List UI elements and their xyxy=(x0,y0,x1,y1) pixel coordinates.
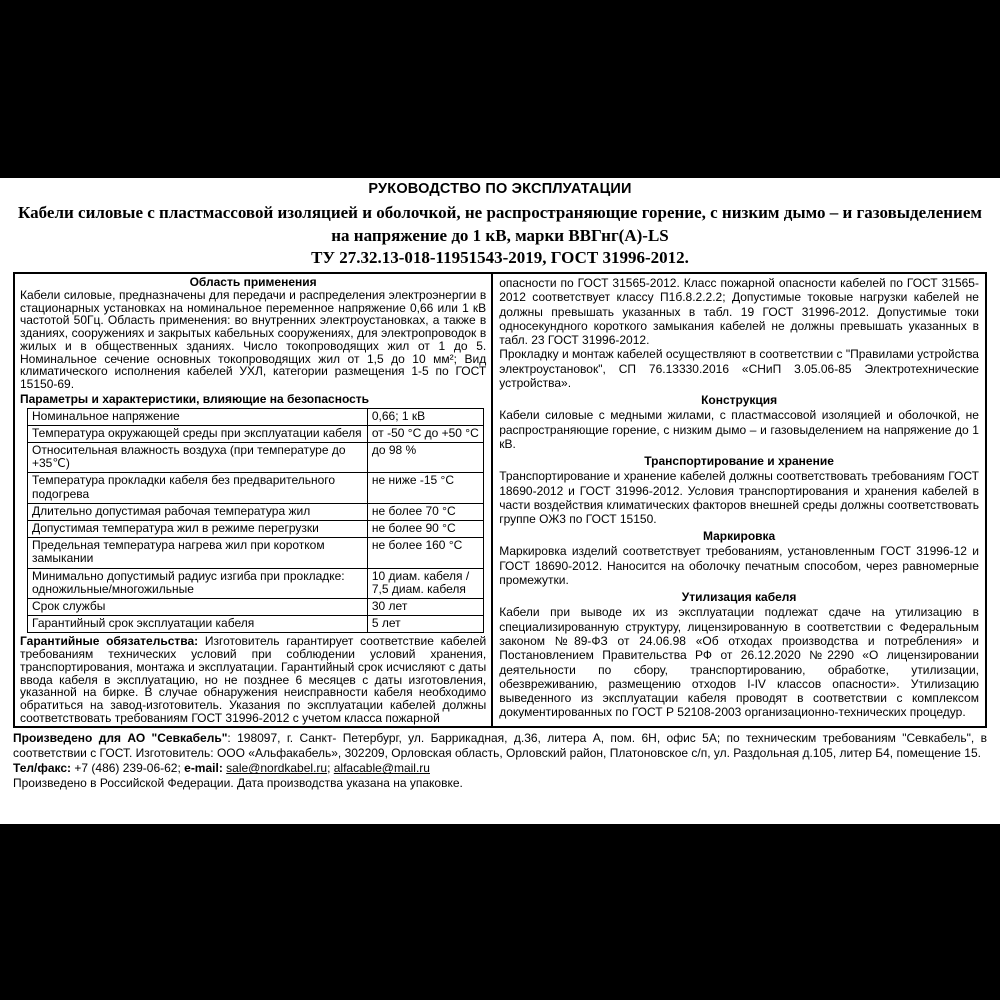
param-name-cell: Температура прокладки кабеля без предварительного подогрева xyxy=(28,473,368,503)
main-box xyxy=(13,272,987,728)
table-row xyxy=(28,568,484,598)
title-area xyxy=(0,181,1000,269)
warranty-label: Гарантийные обязательства: xyxy=(20,634,199,649)
made-in-line: Произведено в Российской Федерации. Дата производства указана на упаковке. xyxy=(13,776,463,791)
param-value-cell: не более 160 °С xyxy=(367,538,483,568)
scope-heading: Область применения xyxy=(189,275,317,289)
phone-value: +7 (486) 239-06-62; xyxy=(71,761,185,776)
installation-paragraph: Прокладку и монтаж кабелей осуществляют в соответствии с "Правилами устройства электроустановок", СП 76.13330.2016 «СНиП 3.05.06-85 Электротехнические устройства». xyxy=(499,347,979,391)
param-name-cell: Длительно допустимая рабочая температура жил xyxy=(28,503,368,520)
disposal-heading: Утилизация кабеля xyxy=(681,590,797,605)
param-name-cell: Гарантийный срок эксплуатации кабеля xyxy=(28,616,368,633)
scope-text: Кабели силовые, предназначены для передачи и распределения электроэнергии в стационарных установках на номинальное переменное напряжение 0,66 или 1 кВ частотой 50Гц. Область применения: во внутренних электроустановках, а также в зданиях, сооружениях и закрытых кабельных сооружениях, для электропроводок в жилых и в общественных зданиях. Число токопроводящих жил от 1 до 5. Номинальное сечение основных токопроводящих жил от 1,5 до 10 мм²; Вид климатического исполнения кабелей УХЛ, категории размещения 1-5 по ГОСТ 15150-69. xyxy=(20,288,487,391)
construction-heading: Конструкция xyxy=(701,393,778,408)
construction-text: Кабели силовые с медными жилами, с пластмассовой изоляцией и оболочкой, не распространяющие горение, с низким дымо – и газовыделением на напряжение до 1 кВ. xyxy=(499,408,979,451)
phone-label: Тел/факс: xyxy=(13,761,72,776)
table-row xyxy=(28,425,484,442)
param-value-cell: 0,66; 1 кВ xyxy=(367,408,483,425)
manual-page xyxy=(0,178,1000,824)
footer xyxy=(13,731,987,791)
phone-fax-line xyxy=(13,761,987,776)
param-name-cell: Номинальное напряжение xyxy=(28,408,368,425)
param-value-cell: не более 90 °С xyxy=(367,521,483,538)
left-column xyxy=(15,274,493,726)
doc-title: РУКОВОДСТВО ПО ЭКСПЛУАТАЦИИ xyxy=(368,181,632,197)
disposal-text: Кабели при выводе их из эксплуатации подлежат сдаче на утилизацию в специализированную структуру, лицензированную в соответствии с Федеральным законом №89-ФЗ от 24.06.98 «Об отходах производства и потребления» и Постановлением Правительства РФ от 26.12.2020 №2290 «О лицензировании деятельности по сбору, транспортированию, обработке, утилизации, обезвреживанию, размещению отходов I-IV классов опасности». Утилизацию выведенного из эксплуатации кабеля проводят в соответствии с комплексом документированных по ГОСТ Р 52108-2003 организационно-технических процедур. xyxy=(499,605,979,720)
marking-text: Маркировка изделий соответствует требованиям, установленным ГОСТ 31996-12 и ГОСТ 18690-2012. Наносится на оболочку печатным способом, через равномерные промежутки. xyxy=(499,544,979,588)
warranty-paragraph xyxy=(20,635,486,724)
warranty-text: Изготовитель гарантирует соответствие кабелей требованиям технических условий при соблюдении условий хранения, транспортирования, монтажа и эксплуатации. Гарантийный срок исчисляют с даты ввода кабеля в эксплуатацию, но не позднее 6 месяцев с даты изготовления, указанной на бирке. В случае обнаружения неисправности кабеля необходимо обратиться на завод-изготовитель. Указания по эксплуатации кабелей должны соответствовать требованиям ГОСТ 31996-2012 с учетом класса пожарной xyxy=(20,634,487,725)
doc-subtitle: Кабели силовые с пластмассовой изоляцией и оболочкой, не распространяющие горение, с низким дымо – и газовыделением на напряжение до 1 кВ, марки ВВГнг(А)-LS xyxy=(18,203,982,245)
marking-heading: Маркировка xyxy=(702,529,776,544)
param-value-cell: 30 лет xyxy=(367,599,483,616)
doc-standard-line: ТУ 27.32.13-018-11951543-2019, ГОСТ 31996-2012. xyxy=(311,248,689,267)
producer-text: : 198097, г. Санкт- Петербург, ул. Баррикадная, д.36, литера А, пом. 6Н, офис 5А; по техническим требованиям "Севкабель", в соответствии с ГОСТ. Изготовитель: ООО «Альфакабель», 302209, Орловская область, Орловский район, Платоновское с/п, ул. Раздольная д.105, литер Б4, помещение 15. xyxy=(13,731,987,761)
table-row xyxy=(28,443,484,473)
email-separator: ; xyxy=(327,761,334,776)
param-name-cell: Срок службы xyxy=(28,599,368,616)
param-name-cell: Предельная температура нагрева жил при коротком замыкании xyxy=(28,538,368,568)
param-value-cell: от -50 °С до +50 °С xyxy=(367,425,483,442)
param-name-cell: Минимально допустимый радиус изгиба при прокладке: одножильные/многожильные xyxy=(28,568,368,598)
param-name-cell: Относительная влажность воздуха (при температуре до +35℃) xyxy=(28,443,368,473)
black-bar-top xyxy=(0,0,1000,178)
params-heading: Параметры и характеристики, влияющие на безопасность xyxy=(20,391,370,406)
param-name-cell: Допустимая температура жил в режиме перегрузки xyxy=(28,521,368,538)
email-label: e-mail: xyxy=(184,761,223,776)
params-table xyxy=(27,408,484,634)
fire-safety-continuation: опасности по ГОСТ 31565-2012. Класс пожарной опасности кабелей по ГОСТ 31565-2012 соответствует классу П1б.8.2.2.2; Допустимые токовые нагрузки кабелей не должны превышать указанных в табл. 19 ГОСТ 31996-2012. Допустимые токи односекундного короткого замыкания кабелей не должны превышать указанных в табл. 23 ГОСТ 31996-2012. xyxy=(499,276,979,348)
email-link-1[interactable]: sale@nordkabel.ru xyxy=(226,761,328,776)
transport-heading: Транспортирование и хранение xyxy=(644,454,834,469)
transport-text: Транспортирование и хранение кабелей должны соответствовать требованиям ГОСТ 18690-2012 и ГОСТ 31996-2012. Условия транспортирования и хранения кабелей в части воздействия климатических факторов внешней среды должны соответствовать группе ОЖ3 по ГОСТ 15150. xyxy=(499,469,979,527)
param-value-cell: не ниже -15 °С xyxy=(367,473,483,503)
table-row xyxy=(28,473,484,503)
black-bar-bottom xyxy=(0,824,1000,1000)
table-row xyxy=(28,408,484,425)
table-row xyxy=(28,503,484,520)
table-row xyxy=(28,521,484,538)
table-row xyxy=(28,538,484,568)
param-value-cell: до 98 % xyxy=(367,443,483,473)
table-row xyxy=(28,616,484,633)
param-value-cell: не более 70 °С xyxy=(367,503,483,520)
producer-label: Произведено для АО "Севкабель" xyxy=(13,731,228,746)
right-column xyxy=(493,274,985,726)
param-value-cell: 5 лет xyxy=(367,616,483,633)
param-value-cell: 10 диам. кабеля / 7,5 диам. кабеля xyxy=(367,568,483,598)
param-name-cell: Температура окружающей среды при эксплуатации кабеля xyxy=(28,425,368,442)
email-link-2[interactable]: alfacable@mail.ru xyxy=(333,761,430,776)
producer-line xyxy=(13,731,987,761)
table-row xyxy=(28,599,484,616)
